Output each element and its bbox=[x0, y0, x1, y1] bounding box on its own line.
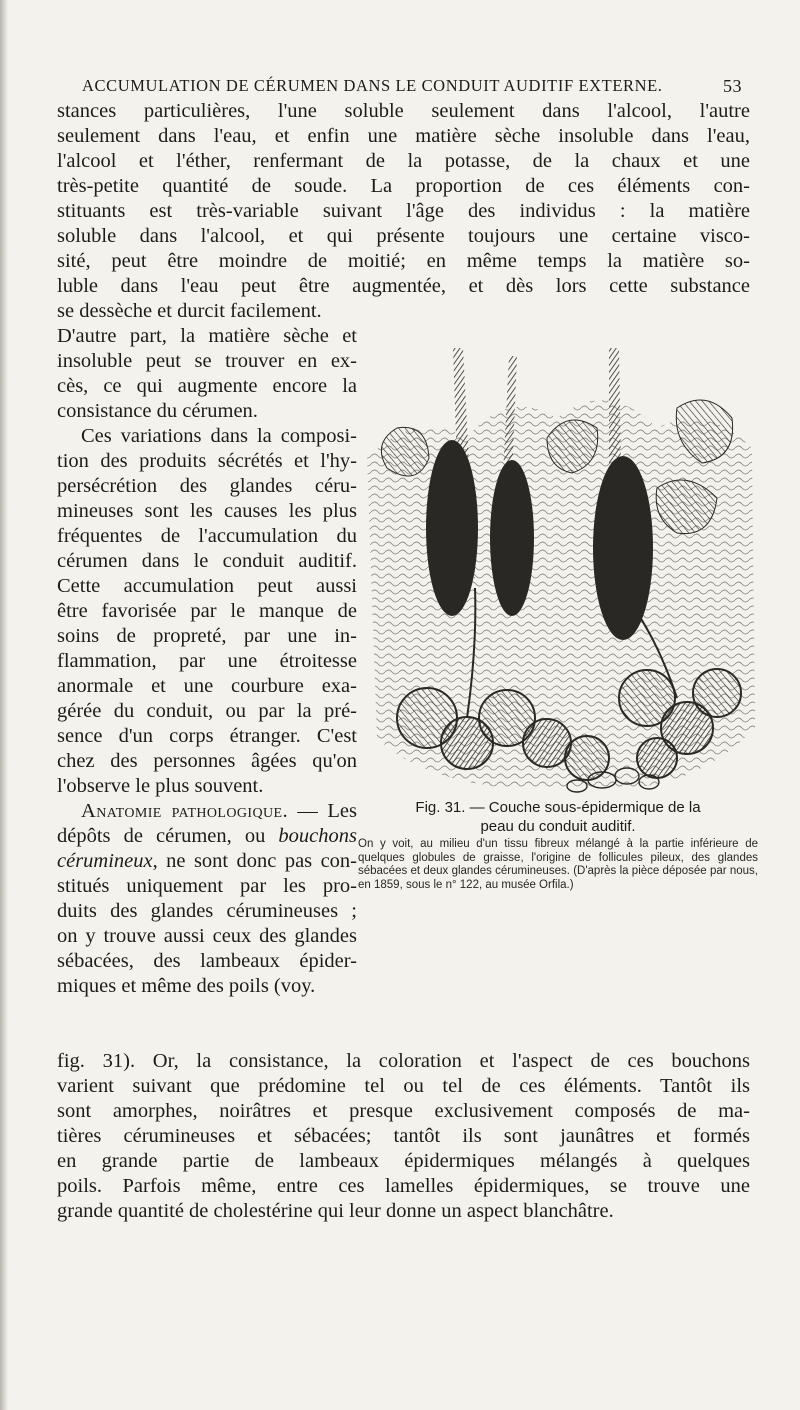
text-line: persécrétion des glandes céru- bbox=[57, 475, 357, 497]
text-line: sité, peut être moindre de moitié; en même temps la matière so- bbox=[57, 250, 750, 272]
text-line: seulement dans l'eau, et enfin une matière sèche insoluble dans l'eau, bbox=[57, 125, 750, 147]
text-line: D'autre part, la matière sèche et bbox=[57, 325, 357, 347]
text-line: gérée du conduit, ou par la pré- bbox=[57, 700, 357, 722]
text-line: l'observe le plus souvent. bbox=[57, 775, 264, 797]
hair-follicle bbox=[426, 440, 478, 616]
text-line: l'alcool et l'éther, renfermant de la potasse, de la chaux et une bbox=[57, 150, 750, 172]
text-line: consistance du cérumen. bbox=[57, 400, 258, 422]
text-line: sence d'un corps étranger. C'est bbox=[57, 725, 357, 747]
text-line bbox=[57, 849, 357, 874]
intro-paragraph bbox=[57, 99, 750, 299]
text-line: mineuses sont les causes les plus bbox=[57, 500, 357, 522]
text-line: poils. Parfois même, entre ces lamelles épidermiques, se trouve une bbox=[57, 1175, 750, 1197]
page-number: 53 bbox=[723, 76, 742, 96]
closing-paragraph bbox=[57, 1049, 750, 1224]
text-line: soins de propreté, par une in- bbox=[57, 625, 357, 647]
text-line: stitués uniquement par les pro- bbox=[57, 875, 357, 897]
text-line: cérumen dans le conduit auditif. bbox=[57, 550, 357, 572]
page-edge-shadow bbox=[0, 0, 8, 1410]
text-line: flammation, par une étroitesse bbox=[57, 650, 357, 672]
text-line: fréquentes de l'accumulation du bbox=[57, 525, 357, 547]
figure-caption-title bbox=[358, 798, 758, 836]
text-line: insoluble peut se trouver en ex- bbox=[57, 350, 357, 372]
text-line: duits des glandes cérumineuses ; bbox=[57, 900, 357, 922]
text-line: en grande partie de lambeaux épidermiques mélangés à quelques bbox=[57, 1150, 750, 1172]
text-line: Cette accumulation peut aussi bbox=[57, 575, 357, 597]
histology-illustration bbox=[357, 348, 757, 793]
text-line: on y trouve aussi ceux des glandes bbox=[57, 925, 357, 947]
hair-follicle bbox=[490, 460, 534, 616]
text-line: se dessèche et durcit facilement. bbox=[57, 300, 322, 322]
figure-caption-note: On y voit, au milieu d'un tissu fibreux mélangé à la partie inférieure de quelques globules de graisse, l'origine de follicules pileux, des glandes sébacées et deux glandes cérumineuses. (D'après la pièce déposée par nous, en 1859, sous le n° 122, au musée Orfila.) bbox=[358, 838, 758, 891]
caption-line: peau du conduit auditif. bbox=[480, 818, 636, 835]
section-line bbox=[57, 799, 357, 824]
text-line: sébacées, des lambeaux épider- bbox=[57, 950, 357, 972]
text-line: être favorisée par le manque de bbox=[57, 600, 357, 622]
running-title: ACCUMULATION DE CÉRUMEN DANS LE CONDUIT AUDITIF EXTERNE. bbox=[82, 76, 663, 95]
text-line: varient suivant que prédomine tel ou tel de ces éléments. Tantôt ils bbox=[57, 1075, 750, 1097]
text-line: grande quantité de cholestérine qui leur donne un aspect blanchâtre. bbox=[57, 1200, 614, 1222]
text-line: très-petite quantité de soude. La proportion de ces éléments con- bbox=[57, 175, 750, 197]
section-heading: Anatomie pathologique. bbox=[81, 800, 288, 822]
text-line: tières cérumineuses et sébacées; tantôt ils sont jaunâtres et formés bbox=[57, 1125, 750, 1147]
sebaceous-gland bbox=[381, 427, 429, 476]
caption-line: Fig. 31. — Couche sous-épidermique de la bbox=[415, 799, 701, 816]
text-line: miques et même des poils (voy. bbox=[57, 975, 316, 997]
text-line: stances particulières, l'une soluble seulement dans l'alcool, l'autre bbox=[57, 100, 750, 122]
text-line: stituants est très-variable suivant l'âge des individus : la matière bbox=[57, 200, 750, 222]
text-fragment: dépôts de cérumen, ou bbox=[57, 825, 279, 847]
text-line bbox=[57, 824, 357, 849]
text-line: luble dans l'eau peut être augmentée, et dès lors cette substance bbox=[57, 275, 750, 297]
text-line: cès, ce qui augmente encore la bbox=[57, 375, 357, 397]
text-line: soluble dans l'alcool, et qui présente toujours une certaine visco- bbox=[57, 225, 750, 247]
text-line: sont amorphes, noirâtres et presque exclusivement composés de ma- bbox=[57, 1100, 750, 1122]
text-line: tion des produits sécrétés et l'hy- bbox=[57, 450, 357, 472]
text-fragment: — Les bbox=[287, 800, 357, 822]
text-line: Ces variations dans la composi- bbox=[81, 425, 357, 447]
running-header bbox=[82, 76, 742, 97]
italic-term: cérumineux bbox=[57, 850, 153, 872]
text-line: anormale et une courbure exa- bbox=[57, 675, 357, 697]
column-text bbox=[57, 299, 357, 999]
hair-follicle bbox=[593, 456, 653, 640]
text-line: fig. 31). Or, la consistance, la coloration et l'aspect de ces bouchons bbox=[57, 1050, 750, 1072]
text-fragment: , ne sont donc pas con- bbox=[152, 850, 357, 872]
italic-term: bouchons bbox=[278, 825, 357, 847]
text-line: chez des personnes âgées qu'on bbox=[57, 750, 357, 772]
